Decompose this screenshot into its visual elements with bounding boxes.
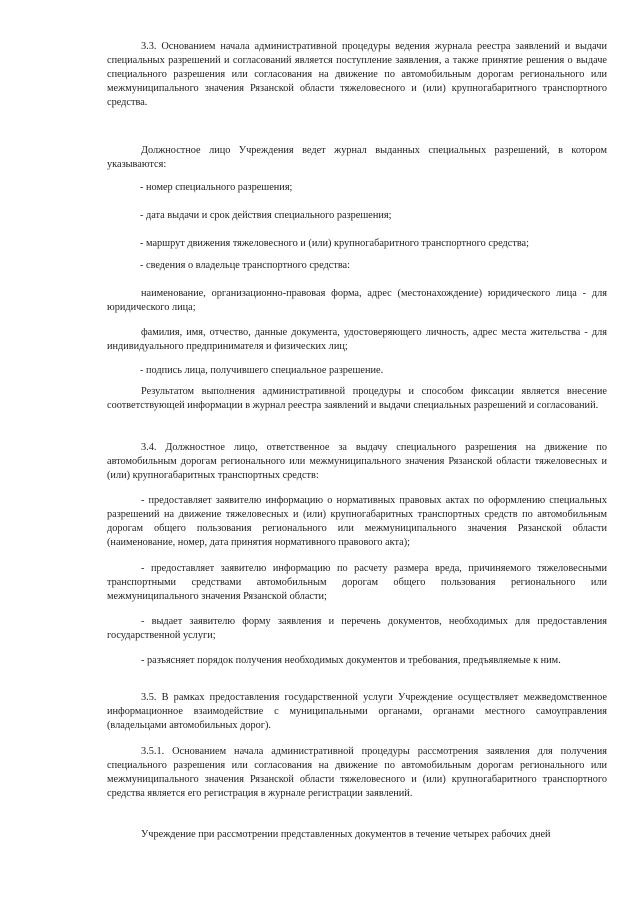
paragraph-3-3: 3.3. Основанием начала административной процедуры ведения журнала реестра заявлений и выдачи специальных разрешений и согласований является поступление заявления, а также принятие решения о выдаче специального разрешения или согласования на движение по автомобильным дорогам регионального или межмуниципального значения Рязанской области тяжеловесного и (или) крупногабаритного транспортного средства.: [107, 41, 607, 108]
paragraph-3-4: 3.4. Должностное лицо, ответственное за выдачу специального разрешения на движение по автомобильным дорогам регионального или межмуниципального значения Рязанской области тяжеловесных и (или) крупногабаритных транспортных средств:: [107, 442, 607, 481]
list-item-owner: - сведения о владельце транспортного средства:: [140, 260, 350, 271]
list-item-route: - маршрут движения тяжеловесного и (или) крупногабаритного транспортного средства;: [140, 238, 529, 249]
list-item-issue-date: - дата выдачи и срок действия специального разрешения;: [140, 210, 392, 221]
list-item-permit-number: - номер специального разрешения;: [140, 182, 293, 193]
paragraph-last: Учреждение при рассмотрении представленных документов в течение четырех рабочих дней: [141, 829, 551, 840]
paragraph-journal: Должностное лицо Учреждения ведет журнал выданных специальных разрешений, в котором указываются:: [107, 145, 607, 170]
paragraph-3-5: 3.5. В рамках предоставления государственной услуги Учреждение осуществляет межведомственное информационное взаимодействие с муниципальными органами, органами местного самоуправления (владельцами автомобильных дорог).: [107, 692, 607, 731]
paragraph-3-5-1: 3.5.1. Основанием начала административной процедуры рассмотрения заявления для получения специального разрешения или согласования на движение по автомобильным дорогам регионального или межмуниципального значения Рязанской области тяжеловесного и (или) крупногабаритного транспортного средства является его регистрация в журнале регистрации заявлений.: [107, 746, 607, 799]
paragraph-inform-acts: - предоставляет заявителю информацию о нормативных правовых актах по оформлению специальных разрешений на движение тяжеловесных и (или) крупногабаритных транспортных средств по автомобильным дорогам общего пользования регионального или межмуниципального значения Рязанской области (наименование, номер, дата принятия нормативного правового акта);: [107, 495, 607, 548]
paragraph-explain: - разъясняет порядок получения необходимых документов и требования, предъявляемые к ним.: [141, 655, 561, 666]
paragraph-inform-damage: - предоставляет заявителю информацию по расчету размера вреда, причиняемого тяжеловесными транспортными средствами автомобильным дорогам общего пользования регионального или межмуниципального значения Рязанской области;: [107, 563, 607, 602]
list-item-signature: - подпись лица, получившего специальное разрешение.: [140, 365, 384, 376]
paragraph-legal-entity: наименование, организационно-правовая форма, адрес (местонахождение) юридического лица - для юридического лица;: [107, 288, 607, 313]
paragraph-form: - выдает заявителю форму заявления и перечень документов, необходимых для предоставления государственной услуги;: [107, 616, 607, 641]
paragraph-individual: фамилия, имя, отчество, данные документа, удостоверяющего личность, адрес места жительства - для индивидуального предпринимателя и физических лиц;: [107, 327, 607, 352]
paragraph-result: Результатом выполнения административной процедуры и способом фиксации является внесение соответствующей информации в журнал реестра заявлений и выдачи специальных разрешений и согласований.: [107, 386, 607, 411]
